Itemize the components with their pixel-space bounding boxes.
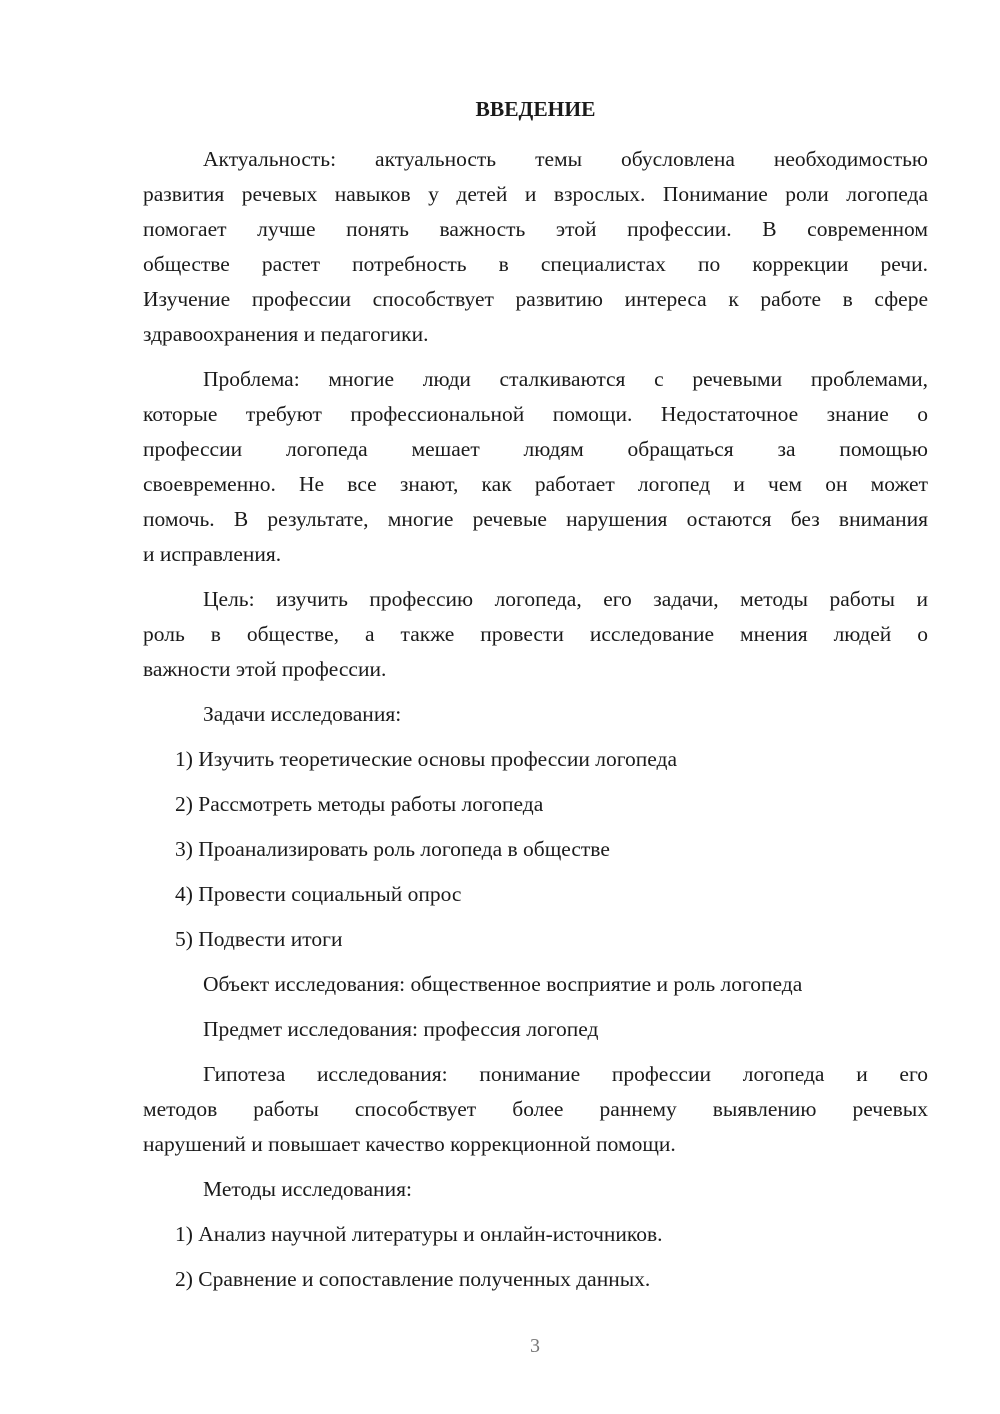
research-object: Объект исследования: общественное восприятие и роль логопеда: [203, 972, 803, 996]
tasks-list: [143, 742, 928, 957]
list-item: 2) Рассмотреть методы работы логопеда: [175, 792, 544, 816]
list-item: 5) Подвести итоги: [175, 927, 343, 951]
text-line: здравоохранения и педагогики.: [143, 322, 429, 346]
text-line: которые требуют профессиональной помощи. Недостаточное знание о: [143, 402, 928, 426]
list-item: 1) Изучить теоретические основы профессии логопеда: [175, 747, 677, 771]
methods-heading: Методы исследования:: [203, 1177, 412, 1201]
page-number: 3: [530, 1335, 540, 1357]
paragraph-hypothesis: [143, 1057, 928, 1162]
text-line: и исправления.: [143, 542, 282, 566]
document-page: [143, 92, 928, 1307]
list-item: 4) Провести социальный опрос: [175, 882, 462, 906]
text-line: развития речевых навыков у детей и взрослых. Понимание роли логопеда: [143, 182, 928, 206]
paragraph-goal: [143, 582, 928, 687]
paragraph-relevance: [143, 142, 928, 352]
list-item: 3) Проанализировать роль логопеда в обществе: [175, 837, 610, 861]
text-line: помогает лучше понять важность этой профессии. В современном: [143, 217, 928, 241]
text-line: Цель: изучить профессию логопеда, его задачи, методы работы и: [203, 587, 928, 611]
text-line: Изучение профессии способствует развитию интереса к работе в сфере: [143, 287, 928, 311]
text-line: Проблема: многие люди сталкиваются с речевыми проблемами,: [203, 367, 928, 391]
text-line: методов работы способствует более раннему выявлению речевых: [143, 1097, 928, 1121]
text-line: Актуальность: актуальность темы обусловлена необходимостью: [203, 147, 928, 171]
text-line: обществе растет потребность в специалистах по коррекции речи.: [143, 252, 928, 276]
text-line: нарушений и повышает качество коррекционной помощи.: [143, 1132, 676, 1156]
text-line: роль в обществе, а также провести исследование мнения людей о: [143, 622, 928, 646]
paragraph-problem: [143, 362, 928, 572]
methods-list: [143, 1217, 928, 1297]
text-line: Гипотеза исследования: понимание профессии логопеда и его: [203, 1062, 928, 1086]
text-line: помочь. В результате, многие речевые нарушения остаются без внимания: [143, 507, 928, 531]
text-line: своевременно. Не все знают, как работает логопед и чем он может: [143, 472, 928, 496]
research-subject: Предмет исследования: профессия логопед: [203, 1017, 599, 1041]
section-title: ВВЕДЕНИЕ: [475, 97, 596, 121]
list-item: 1) Анализ научной литературы и онлайн-источников.: [175, 1222, 663, 1246]
text-line: важности этой профессии.: [143, 657, 387, 681]
list-item: 2) Сравнение и сопоставление полученных данных.: [175, 1267, 651, 1291]
text-line: профессии логопеда мешает людям обращаться за помощью: [143, 437, 928, 461]
tasks-heading: Задачи исследования:: [203, 702, 402, 726]
